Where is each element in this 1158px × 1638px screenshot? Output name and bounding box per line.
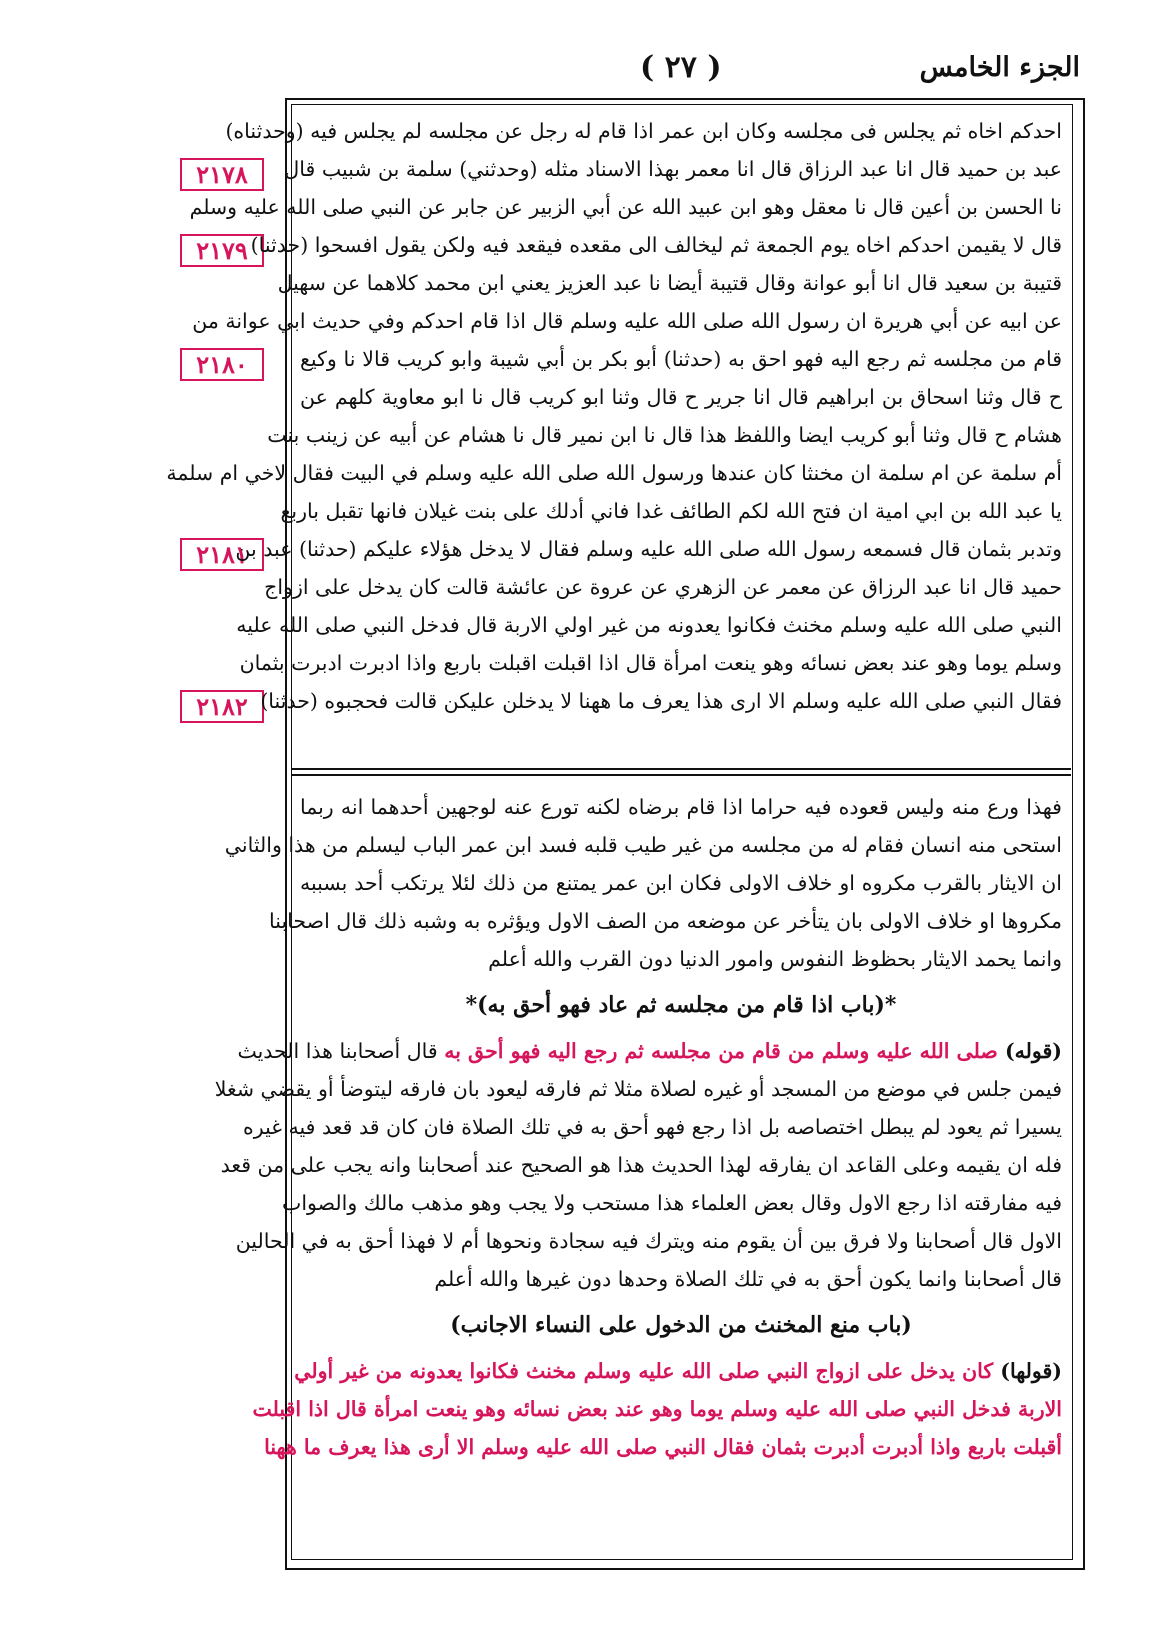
qawluha-marker: (قولها) [993,1359,1062,1383]
hadith-number: ٢١٨٢ [180,690,264,723]
text-line: احدكم اخاه ثم يجلس فى مجلسه وكان ابن عمر اذا قام له رجل عن مجلسه لم يجلس فيه (وحدثناه) [225,119,1062,143]
commentary-line: أقبلت باربع واذا أدبرت أدبرت بثمان فقال النبي صلى الله عليه وسلم الا أرى هذا يعرف ما ههنا [264,1435,1062,1459]
commentary-line: ان الايثار بالقرب مكروه او خلاف الاولى فكان ابن عمر يمتنع من ذلك لئلا يرتكب أحد بسببه [300,871,1062,895]
text-line: قام من مجلسه ثم رجع اليه فهو احق به (حدثنا) أبو بكر بن أبي شيبة وابو كريب قالا نا وكيع [300,347,1062,371]
hadith-number: ٢١٧٩ [180,234,264,267]
text-line: عن ابيه عن أبي هريرة ان رسول الله صلى الله عليه وسلم قال اذا قام احدكم وفي حديث ابي عوانة من [192,309,1062,333]
text-line: وتدبر بثمان قال فسمعه رسول الله صلى الله عليه وسلم فقال لا يدخل هؤلاء عليكم (حدثنا) عبد بن [235,537,1062,561]
commentary-line: فهذا ورع منه وليس قعوده فيه حراما اذا قام برضاه لكنه تورع عنه لوجهين أحدهما انه ربما [300,795,1062,819]
text-line: قال لا يقيمن احدكم اخاه يوم الجمعة ثم ليخالف الى مقعده فيقعد فيه ولكن يقول افسحوا (حدثنا) [250,233,1062,257]
text-line: نا الحسن بن أعين قال نا معقل وهو ابن عبيد الله عن أبي الزبير عن جابر عن النبي صلى الله عليه وسلم [189,195,1062,219]
text-line: عبد بن حميد قال انا عبد الرزاق قال انا معمر بهذا الاسناد مثله (وحدثني) سلمة بن شبيب قال [284,157,1062,181]
hadith-number: ٢١٨١ [180,538,264,571]
text-line: حميد قال انا عبد الرزاق عن معمر عن الزهري عن عروة عن عائشة قالت كان يدخل على ازواج [264,575,1062,599]
commentary-line: فيه مفارقته اذا رجع الاول وقال بعض العلماء هذا مستحب ولا يجب وهو مذهب مالك والصواب [282,1191,1062,1215]
commentary-line [237,1032,1062,1070]
commentary-line: يسيرا ثم يعود لم يبطل اختصاصه بل اذا رجع فهو أحق به في تلك الصلاة فان كان قد قعد فيه غيره [243,1115,1062,1139]
commentary-line: فيمن جلس في موضع من المسجد أو غيره لصلاة مثلا ثم فارقه ليعود بان فارقه ليتوضأ أو يقضي شغلا [214,1077,1062,1101]
text-line: أم سلمة عن ام سلمة ان مخنثا كان عندها ورسول الله صلى الله عليه وسلم في البيت فقال لاخي ام سلمة [166,461,1062,485]
text-line: وسلم يوما وهو عند بعض نسائه وهو ينعت امرأة قال اذا اقبلت اقبلت باربع واذا ادبرت ادبرت بثمان [239,651,1062,675]
text-line: فقال النبي صلى الله عليه وسلم الا ارى هذا يعرف ما ههنا لا يدخلن عليكن قالت فحجبوه (حدثنا) [260,689,1062,713]
chapter-heading: *(باب اذا قام من مجلسه ثم عاد فهو أحق به)* [465,992,897,1018]
quoted-hadith: صلى الله عليه وسلم من قام من مجلسه ثم رجع اليه فهو أحق به [444,1039,998,1063]
hadith-number: ٢١٧٨ [180,158,264,191]
text-line: قتيبة بن سعيد قال انا أبو عوانة وقال قتيبة أيضا نا عبد العزيز يعني ابن محمد كلاهما عن سهيل [277,271,1062,295]
commentary-line: استحى منه انسان فقام له من مجلسه من غير طيب قلبه فسد ابن عمر الباب ليسلم من هذا والثاني [224,833,1062,857]
commentary-line: الاربة فدخل النبي صلى الله عليه وسلم يوما وهو عند بعض نسائه وهو ينعت امرأة قال اذا اقبلت [252,1397,1062,1421]
page-number: ( ٢٧ ) [640,50,722,85]
text-line: هشام ح قال وثنا أبو كريب ايضا واللفظ هذا قال نا ابن نمير قال نا هشام عن أبيه عن زينب بنت [267,423,1062,447]
commentary-line: وانما يحمد الايثار بحظوظ النفوس وامور الدنيا دون القرب والله أعلم [488,947,1062,971]
commentary-line: فله ان يقيمه وعلى القاعد ان يفارقه لهذا الحديث هذا هو الصحيح عند أصحابنا وانه يجب على من قعد [220,1153,1062,1177]
section-divider [291,774,1071,776]
chapter-heading: (باب منع المخنث من الدخول على النساء الاجانب) [450,1312,912,1338]
hadith-number: ٢١٨٠ [180,348,264,381]
section-divider [291,768,1071,770]
commentary-line [294,1352,1062,1390]
qawluh-marker: (قوله) [997,1039,1062,1063]
juz-label: الجزء الخامس [919,52,1080,83]
text-line: النبي صلى الله عليه وسلم مخنث فكانوا يعدونه من غير اولي الاربة قال فدخل النبي صلى الله عليه [236,613,1062,637]
text-line: يا عبد الله بن ابي امية ان فتح الله لكم الطائف غدا فاني أدلك على بنت غيلان فانها تقبل باربع [280,499,1062,523]
commentary-line: قال أصحابنا وانما يكون أحق به في تلك الصلاة وحدها دون غيرها والله أعلم [434,1267,1062,1291]
commentary-line: مكروها او خلاف الاولى بان يتأخر عن موضعه من الصف الاول ويؤثره به وشبه ذلك قال اصحابنا [269,909,1062,933]
commentary-line: الاول قال أصحابنا ولا فرق بين أن يقوم منه ويترك فيه سجادة ونحوها أم لا فهذا أحق به في الحالين [235,1229,1062,1253]
commentary-section [214,788,1062,1548]
quoted-hadith: كان يدخل على ازواج النبي صلى الله عليه وسلم مخنث فكانوا يعدونه من غير أولي [294,1359,994,1383]
text-line: ح قال وثنا اسحاق بن ابراهيم قال انا جرير ح قال وثنا ابو كريب قال نا ابو معاوية كلهم عن [300,385,1062,409]
page-header [280,42,1080,92]
commentary-text: قال أصحابنا هذا الحديث [237,1039,445,1063]
